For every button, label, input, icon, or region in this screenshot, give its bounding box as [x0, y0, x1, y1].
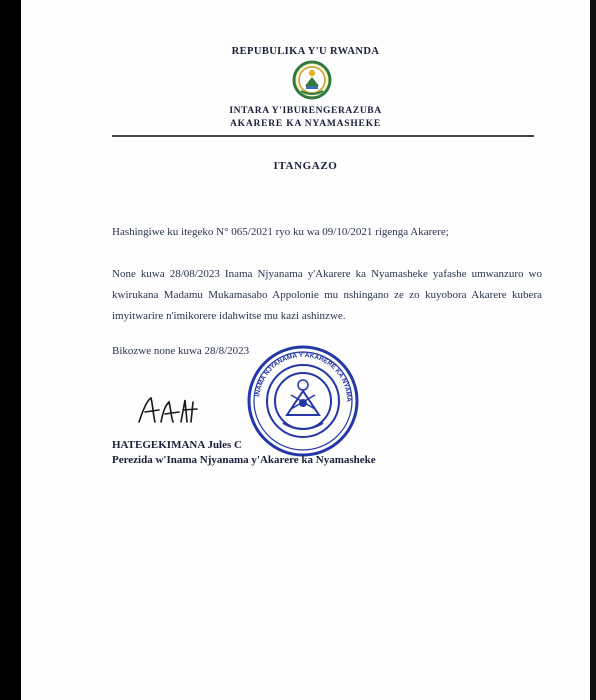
legal-basis-paragraph: Hashingiwe ku itegeko N° 065/2021 ryo ku wa 09/10/2021 rigenga Akarere; [112, 226, 449, 238]
document-title: ITANGAZO [273, 160, 338, 172]
signatory-name: HATEGEKIMANA Jules C [112, 439, 242, 451]
right-black-border [590, 0, 596, 700]
official-district-stamp-icon [247, 345, 359, 457]
rwanda-coat-of-arms-icon [292, 60, 332, 100]
handwritten-signature [135, 392, 205, 428]
letterhead-district: AKARERE KA NYAMASHEKE [229, 119, 382, 129]
done-at-line: Bikozwe none kuwa 28/8/2023 [112, 345, 250, 357]
left-black-border [0, 0, 21, 700]
document-page [21, 0, 590, 700]
signatory-title: Perezida w'Inama Njyanama y'Akarere ka Nyamasheke [112, 454, 376, 466]
decision-paragraph: None kuwa 28/08/2023 Inama Njyanama y'Akarere ka Nyamasheke yafashe umwanzuro wo kwirukana Madamu Mukamasabo Appolonie mu nshingano ze zo kuyobora Akarere kubera imyitwarire n'imikorere idahwitse mu kazi ashinzwe. [112, 268, 542, 322]
letterhead-republic: REPUBULIKA Y'U RWANDA [231, 46, 380, 57]
letterhead-province: INTARA Y'IBURENGERAZUBA [229, 106, 382, 116]
letterhead-divider [112, 135, 534, 137]
svg-text:INAMA NJYANAMA Y'AKARERE KA NY: INAMA NJYANAMA Y'AKARERE KA NYAMA [254, 351, 353, 403]
